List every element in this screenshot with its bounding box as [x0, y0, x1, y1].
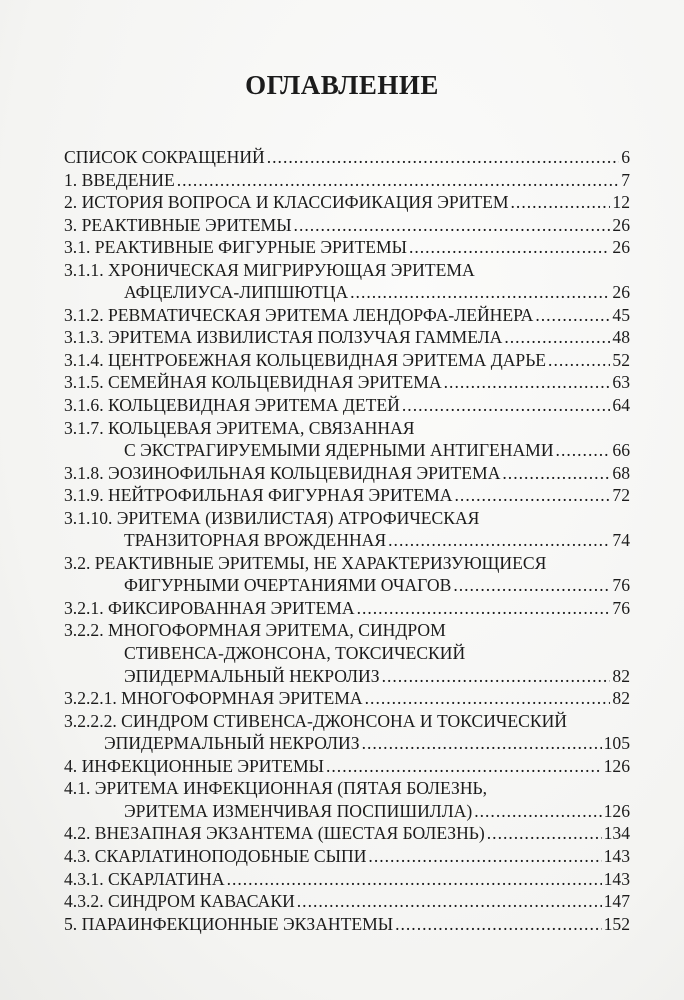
toc-entry-title: 3.1.7. КОЛЬЦЕВАЯ ЭРИТЕМА, СВЯЗАННАЯ — [64, 417, 415, 438]
toc-page-number: 147 — [603, 891, 630, 912]
toc-entry — [64, 394, 630, 417]
toc-entry — [64, 259, 630, 304]
toc-leader-dots — [556, 439, 611, 462]
toc-entry-title: ЭПИДЕРМАЛЬНЫЙ НЕКРОЛИЗ — [124, 665, 380, 686]
toc-leader-dots — [504, 326, 610, 349]
toc-leader-dots — [395, 913, 602, 936]
toc-leader-dots — [297, 890, 602, 913]
toc-entry — [64, 845, 630, 868]
toc-page-number: 26 — [612, 237, 630, 258]
toc-entry — [64, 146, 630, 169]
toc-page-number: 52 — [612, 349, 630, 370]
toc-leader-dots — [444, 371, 611, 394]
toc-leader-dots — [368, 845, 601, 868]
toc-page-number: 82 — [612, 688, 630, 709]
toc-entry — [64, 619, 630, 687]
toc-entry-title: СТИВЕНСА-ДЖОНСОНА, ТОКСИЧЕСКИЙ — [124, 643, 466, 664]
toc-entry-title: 4.2. ВНЕЗАПНАЯ ЭКЗАНТЕМА (ШЕСТАЯ БОЛЕЗНЬ) — [64, 823, 485, 844]
toc-page-number: 152 — [603, 913, 630, 934]
toc-entry — [64, 169, 630, 192]
toc-leader-dots — [365, 687, 611, 710]
toc-page-number: 126 — [603, 800, 630, 821]
toc-page-number: 143 — [603, 845, 630, 866]
toc-entry-title: 3.1.9. НЕЙТРОФИЛЬНАЯ ФИГУРНАЯ ЭРИТЕМА — [64, 485, 453, 506]
toc-entry-title: ЭПИДЕРМАЛЬНЫЙ НЕКРОЛИЗ — [104, 733, 360, 754]
toc-entry — [64, 777, 630, 822]
toc-entry-title: СПИСОК СОКРАЩЕНИЙ — [64, 147, 265, 167]
toc-entry-title: С ЭКСТРАГИРУЕМЫМИ ЯДЕРНЫМИ АНТИГЕНАМИ — [124, 440, 554, 461]
toc-entry-title: 4. ИНФЕКЦИОННЫЕ ЭРИТЕМЫ — [64, 755, 324, 776]
toc-entry — [64, 484, 630, 507]
toc-leader-dots — [382, 665, 611, 688]
toc-leader-dots — [455, 484, 611, 507]
toc-leader-dots — [326, 755, 602, 778]
toc-page-number: 82 — [612, 665, 630, 686]
toc-entry-title: 3.1.4. ЦЕНТРОБЕЖНАЯ КОЛЬЦЕВИДНАЯ ЭРИТЕМА ДАРЬЕ — [64, 349, 547, 370]
toc-leader-dots — [409, 236, 610, 259]
toc-entry — [64, 304, 630, 327]
toc-page-number: 105 — [603, 733, 630, 754]
toc-leader-dots — [548, 349, 610, 372]
toc-entry-title: 5. ПАРАИНФЕКЦИОННЫЕ ЭКЗАНТЕМЫ — [64, 913, 394, 934]
toc-leader-dots — [388, 529, 610, 552]
toc-entry-title: 1. ВВЕДЕНИЕ — [64, 169, 175, 190]
toc-leader-dots — [357, 597, 611, 620]
toc-page-number: 134 — [603, 823, 630, 844]
toc-leader-dots — [267, 146, 619, 169]
toc-entry — [64, 417, 630, 462]
toc-entry — [64, 214, 630, 237]
toc-page-number: 72 — [612, 485, 630, 506]
toc-entry — [64, 913, 630, 936]
toc-entry-title: 3.1.2. РЕВМАТИЧЕСКАЯ ЭРИТЕМА ЛЕНДОРФА-ЛЕЙНЕРА — [64, 304, 534, 325]
toc-entry-title: 2. ИСТОРИЯ ВОПРОСА И КЛАССИФИКАЦИЯ ЭРИТЕМ — [64, 192, 509, 213]
toc-entry-title: ТРАНЗИТОРНАЯ ВРОЖДЕННАЯ — [124, 530, 387, 551]
toc-entry-title: 3.1. РЕАКТИВНЫЕ ФИГУРНЫЕ ЭРИТЕМЫ — [64, 237, 407, 258]
toc-leader-dots — [474, 800, 601, 823]
toc-page-number: 48 — [612, 327, 630, 348]
toc-page-number: 12 — [612, 192, 630, 213]
toc-leader-dots — [362, 732, 602, 755]
toc-leader-dots — [227, 868, 602, 891]
toc-page-number: 26 — [612, 214, 630, 235]
toc-entry-title: 4.1. ЭРИТЕМА ИНФЕКЦИОННАЯ (ПЯТАЯ БОЛЕЗНЬ, — [64, 778, 488, 799]
toc-page-number: 68 — [612, 462, 630, 483]
toc-entry — [64, 890, 630, 913]
toc-entry — [64, 822, 630, 845]
toc-leader-dots — [511, 191, 611, 214]
toc-entry-title: 3.1.1. ХРОНИЧЕСКАЯ МИГРИРУЮЩАЯ ЭРИТЕМА — [64, 259, 475, 280]
toc-page-number: 74 — [612, 530, 630, 551]
toc-entry — [64, 755, 630, 778]
toc-entry-title: 3.1.10. ЭРИТЕМА (ИЗВИЛИСТАЯ) АТРОФИЧЕСКАЯ — [64, 507, 480, 528]
toc-entry-title: 4.3. СКАРЛАТИНОПОДОБНЫЕ СЫПИ — [64, 845, 367, 866]
toc-entry — [64, 868, 630, 891]
toc-entry — [64, 371, 630, 394]
toc-leader-dots — [294, 214, 611, 237]
toc-leader-dots — [402, 394, 611, 417]
toc-entry — [64, 462, 630, 485]
toc-entry-title: 3.1.5. СЕМЕЙНАЯ КОЛЬЦЕВИДНАЯ ЭРИТЕМА — [64, 372, 442, 393]
toc-entry-title: 4.3.1. СКАРЛАТИНА — [64, 868, 225, 889]
toc-entry-title: АФЦЕЛИУСА-ЛИПШЮТЦА — [124, 282, 349, 303]
toc-page-number: 76 — [612, 575, 630, 596]
toc-entry — [64, 191, 630, 214]
toc-entry — [64, 597, 630, 620]
toc-leader-dots — [350, 281, 610, 304]
toc-page-number: 45 — [612, 304, 630, 325]
toc-entry-title: 3.1.3. ЭРИТЕМА ИЗВИЛИСТАЯ ПОЛЗУЧАЯ ГАММЕЛА — [64, 327, 503, 348]
toc-entry-title: 3.2. РЕАКТИВНЫЕ ЭРИТЕМЫ, НЕ ХАРАКТЕРИЗУЮЩИЕСЯ — [64, 552, 547, 573]
toc-page-number: 63 — [612, 372, 630, 393]
table-of-contents — [64, 146, 630, 935]
toc-entry-title: 4.3.2. СИНДРОМ КАВАСАКИ — [64, 891, 295, 912]
toc-page-number: 76 — [612, 597, 630, 618]
toc-entry-title: 3.2.2.2. СИНДРОМ СТИВЕНСА-ДЖОНСОНА И ТОКСИЧЕСКИЙ — [64, 710, 567, 731]
toc-entry-title: 3.1.6. КОЛЬЦЕВИДНАЯ ЭРИТЕМА ДЕТЕЙ — [64, 395, 400, 416]
toc-entry — [64, 687, 630, 710]
toc-page-number: 126 — [603, 755, 630, 776]
toc-page-number: 143 — [603, 868, 630, 889]
toc-entry — [64, 507, 630, 552]
toc-page-number: 7 — [621, 169, 630, 190]
page-title: ОГЛАВЛЕНИЕ — [245, 70, 439, 100]
toc-entry — [64, 710, 630, 755]
toc-entry-title: 3.2.1. ФИКСИРОВАННАЯ ЭРИТЕМА — [64, 597, 355, 618]
toc-leader-dots — [453, 574, 610, 597]
toc-entry-title: ФИГУРНЫМИ ОЧЕРТАНИЯМИ ОЧАГОВ — [124, 575, 452, 596]
toc-entry-title: 3. РЕАКТИВНЫЕ ЭРИТЕМЫ — [64, 214, 292, 235]
toc-leader-dots — [535, 304, 610, 327]
toc-leader-dots — [177, 169, 619, 192]
toc-page-number: 64 — [612, 395, 630, 416]
toc-leader-dots — [487, 822, 602, 845]
toc-page-number: 6 — [621, 147, 630, 167]
toc-entry-title: 3.2.2.1. МНОГОФОРМНАЯ ЭРИТЕМА — [64, 688, 363, 709]
toc-page-number: 66 — [612, 440, 630, 461]
toc-entry — [64, 236, 630, 259]
toc-page-number: 26 — [612, 282, 630, 303]
toc-entry-title: ЭРИТЕМА ИЗМЕНЧИВАЯ ПОСПИШИЛЛА) — [124, 800, 473, 821]
toc-leader-dots — [502, 462, 610, 485]
toc-entry — [64, 326, 630, 349]
toc-entry — [64, 349, 630, 372]
toc-entry-title: 3.1.8. ЭОЗИНОФИЛЬНАЯ КОЛЬЦЕВИДНАЯ ЭРИТЕМА — [64, 462, 501, 483]
toc-entry — [64, 552, 630, 597]
toc-entry-title: 3.2.2. МНОГОФОРМНАЯ ЭРИТЕМА, СИНДРОМ — [64, 620, 446, 641]
